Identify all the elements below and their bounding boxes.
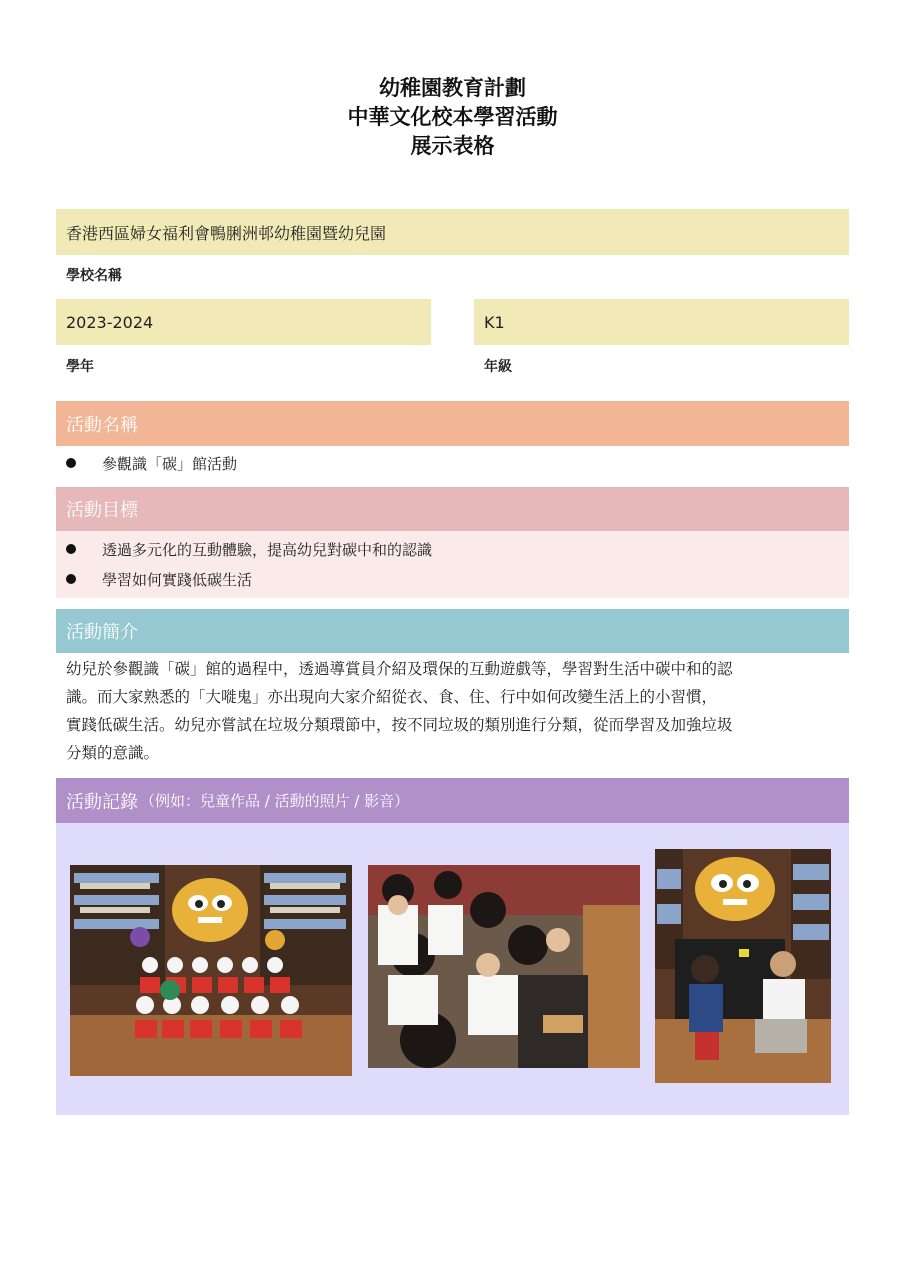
title-line-2: 中華文化校本學習活動 — [347, 105, 558, 129]
activity-intro-header — [56, 609, 849, 653]
intro-line: 分類的意識。 — [66, 744, 160, 762]
activity-photo-game — [368, 865, 640, 1068]
grade-label: 年級 — [484, 359, 512, 375]
bullet-icon — [66, 574, 76, 584]
activity-goal-item — [66, 564, 252, 594]
activity-record-heading-note: （例如：兒童作品 / 活動的照片 / 影音） — [140, 792, 410, 810]
activity-intro-text — [66, 655, 851, 767]
activity-goal-header — [56, 487, 849, 531]
activity-name-heading: 活動名稱 — [66, 414, 138, 436]
school-year-field — [56, 299, 431, 345]
activity-goal-item-text: 透過多元化的互動體驗，提高幼兒對碳中和的認識 — [102, 540, 433, 559]
activity-record-heading: 活動記錄 — [66, 791, 138, 813]
intro-line: 幼兒於參觀識「碳」館的過程中，透過導賞員介紹及環保的互動遊戲等，學習對生活中碳中和的認 — [66, 660, 733, 678]
activity-name-item-text: 參觀識「碳」館活動 — [102, 454, 238, 473]
bullet-icon — [66, 458, 76, 468]
school-year-value: 2023-2024 — [66, 312, 154, 332]
document-title — [0, 74, 905, 161]
activity-goal-item-text: 學習如何實踐低碳生活 — [102, 570, 253, 589]
activity-goal-item — [66, 534, 432, 564]
title-line-1: 幼稚園教育計劃 — [379, 76, 526, 100]
school-name-value: 香港西區婦女福利會鴨脷洲邨幼稚園暨幼兒園 — [66, 223, 387, 243]
bullet-icon — [66, 544, 76, 554]
activity-record-header — [56, 778, 849, 823]
grade-value: K1 — [484, 312, 505, 332]
activity-name-header — [56, 401, 849, 446]
activity-intro-heading: 活動簡介 — [66, 622, 138, 643]
school-name-field — [56, 209, 849, 255]
intro-line: 實踐低碳生活。幼兒亦嘗試在垃圾分類環節中，按不同垃圾的類別進行分類，從而學習及加強垃圾 — [66, 716, 733, 734]
school-name-label: 學校名稱 — [66, 268, 122, 284]
title-line-3: 展示表格 — [410, 134, 495, 158]
activity-goal-heading: 活動目標 — [66, 500, 138, 521]
school-year-label: 學年 — [66, 359, 94, 375]
grade-field — [474, 299, 849, 345]
intro-line: 識。而大家熟悉的「大嘥鬼」亦出現向大家介紹從衣、食、住、行中如何改變生活上的小習慣， — [66, 688, 718, 706]
activity-photo-mascot — [655, 849, 831, 1083]
activity-name-item — [66, 448, 237, 478]
activity-photo-group — [70, 865, 352, 1076]
